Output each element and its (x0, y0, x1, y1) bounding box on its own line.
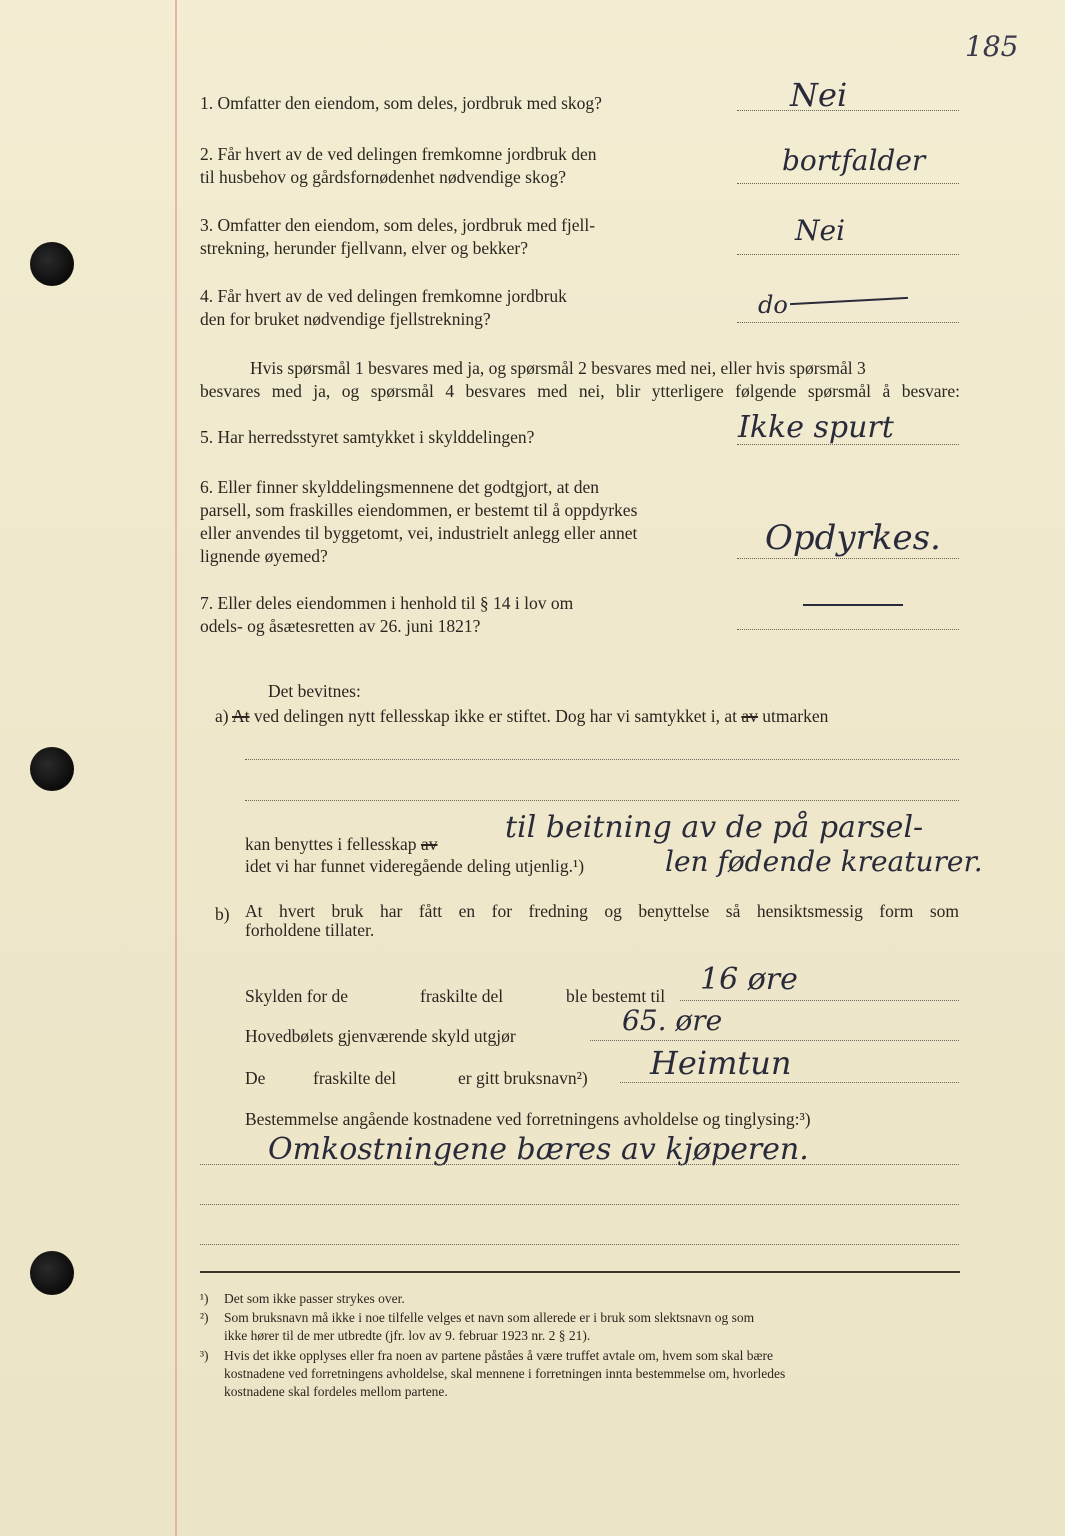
question-4: 4. Får hvert av de ved delingen fremkomne jordbruk den for bruket nødvendige fjellstrekning? (200, 286, 567, 329)
name-value: Heimtun (650, 1044, 792, 1082)
question-5: 5. Har herredsstyret samtykket i skylddelingen? (200, 427, 535, 447)
costs-handwriting: Omkostningene bæres av kjøperen. (268, 1132, 809, 1167)
answer-line (737, 110, 959, 111)
answer-6: Opdyrkes. (765, 518, 941, 558)
answer-5: Ikke spurt (738, 410, 894, 445)
answer-line (680, 1000, 959, 1001)
remaining-value: 65. øre (622, 1004, 723, 1037)
answer-line (737, 322, 959, 323)
blank-line (200, 1164, 959, 1165)
answer-dash (803, 604, 903, 606)
punch-hole (30, 1251, 74, 1295)
question-3: 3. Omfatter den eiendom, som deles, jordbruk med fjell- strekning, herunder fjellvann, elver og bekker? (200, 215, 596, 258)
answer-line (737, 183, 959, 184)
footnote-1: ¹) Det som ikke passer strykes over. (200, 1291, 405, 1306)
footnote-2: ²) Som bruksnavn må ikke i noe tilfelle velges et navn som allerede er i bruk som slektsnavn og som ikke hører til de mer utbredte (jfr. lov av 9. februar 1923 nr. 2 § 21). (200, 1310, 755, 1343)
name-label-3: er gitt bruksnavn²) (458, 1068, 588, 1088)
skyld-label-3: ble bestemt til (566, 986, 666, 1006)
skyld-label-2: fraskilte del (420, 986, 504, 1006)
page-number: 185 (965, 30, 1019, 63)
attest-use-line: kan benyttes i fellesskap av (245, 834, 438, 854)
answer-line (737, 558, 959, 559)
answer-line (737, 629, 959, 630)
skyld-value: 16 øre (700, 962, 798, 997)
answer-line (620, 1082, 959, 1083)
punch-hole (30, 747, 74, 791)
name-label-1: De (245, 1068, 266, 1088)
answer-2: bortfalder (782, 144, 926, 177)
skyld-label-1: Skylden for de (245, 986, 349, 1006)
attest-use-handwriting: til beitning av de på parsel- (505, 810, 924, 845)
punch-hole (30, 242, 74, 286)
footnote-3: ³) Hvis det ikke opplyses eller fra noen av partene påståes å være truffet avtale om, hvem som skal bære kostnadene ved forretningens avholdelse, skal mennene i forretningen innta bestemmelse om, hvorledes kostnadene skal fordeles mellom partene. (200, 1348, 786, 1399)
remaining-label: Hovedbølets gjenværende skyld utgjør (245, 1026, 516, 1046)
answer-line (590, 1040, 959, 1041)
answer-3: Nei (795, 214, 846, 247)
answer-dash (790, 297, 908, 305)
answer-1: Nei (790, 76, 848, 114)
condition-paragraph: Hvis spørsmål 1 besvares med ja, og spørsmål 2 besvares med nei, eller hvis spørsmål 3 besvares med ja, og spørsmål 4 besvares med nei, blir ytterligere følgende spørsmål å besvare: (200, 358, 960, 401)
attest-b-label: b) (215, 904, 230, 924)
margin-rule (175, 0, 177, 1536)
attest-found-handwriting: len fødende kreaturer. (665, 845, 983, 878)
attest-found-line: idet vi har funnet videregående deling utjenlig.¹) (245, 856, 585, 876)
attest-b-text: At hvert bruk har fått en for fredning og benyttelse så hensiktsmessig form som forholdene tillater. (245, 901, 959, 940)
name-label-2: fraskilte del (313, 1068, 397, 1088)
attest-heading: Det bevitnes: (268, 681, 361, 701)
question-2: 2. Får hvert av de ved delingen fremkomne jordbruk den til husbehov og gårdsfornødenhet nødvendige skog? (200, 144, 597, 187)
answer-line (737, 254, 959, 255)
costs-label: Bestemmelse angående kostnadene ved forretningens avholdelse og tinglysing:³) (245, 1109, 811, 1129)
blank-line (245, 759, 959, 760)
blank-line (245, 800, 959, 801)
question-7: 7. Eller deles eiendommen i henhold til § 14 i lov om odels- og åsætesretten av 26. juni 1821? (200, 593, 574, 636)
blank-line (200, 1204, 959, 1205)
blank-line (200, 1244, 959, 1245)
answer-4: do (758, 291, 788, 319)
attest-a-line: a) At ved delingen nytt fellesskap ikke er stiftet. Dog har vi samtykket i, at av utmarken (215, 706, 829, 726)
footnote-separator (200, 1271, 960, 1273)
question-1: 1. Omfatter den eiendom, som deles, jordbruk med skog? (200, 93, 602, 113)
question-6: 6. Eller finner skylddelingsmennene det godtgjort, at den parsell, som fraskilles eiendommen, er bestemt til å oppdyrkes eller anvendes til byggetomt, vei, industrielt anlegg eller annet lignende øyemed? (200, 477, 638, 566)
